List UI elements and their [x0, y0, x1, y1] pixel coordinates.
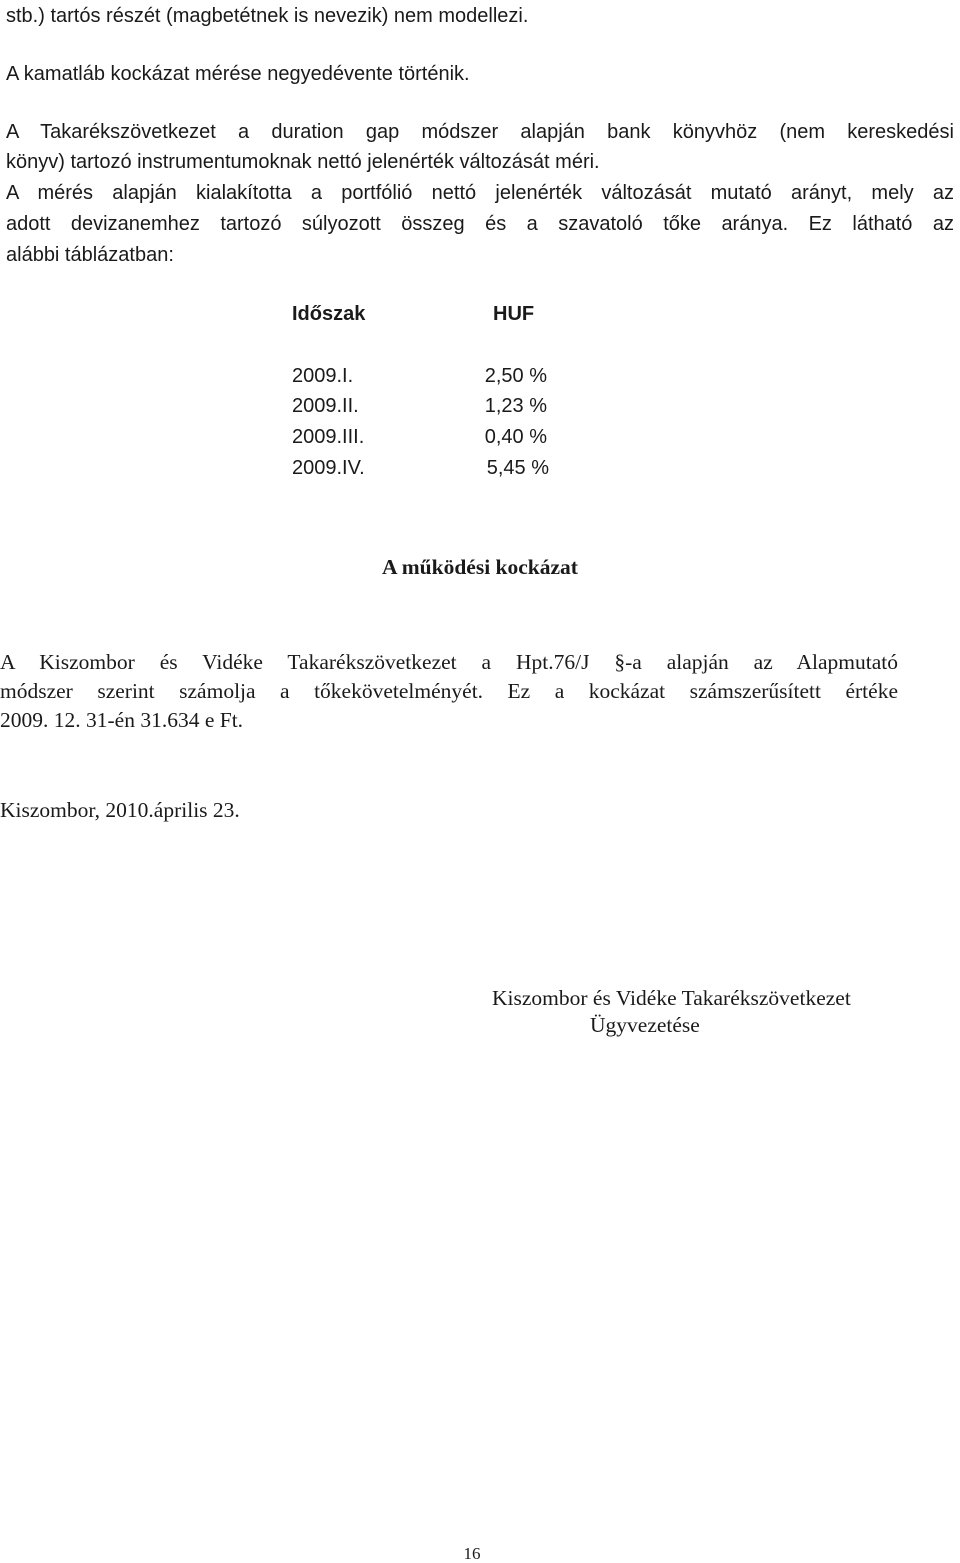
- table-cell-value: 0,40 %: [484, 426, 547, 448]
- section-heading-operational-risk: A működési kockázat: [382, 555, 578, 579]
- paragraph-duration-gap-line-5: alábbi táblázatban:: [6, 244, 174, 266]
- table-cell-period: 2009.II.: [292, 395, 359, 417]
- place-date: Kiszombor, 2010.április 23.: [0, 798, 240, 822]
- table-cell-period: 2009.I.: [292, 365, 354, 387]
- table-cell-value: 1,23 %: [484, 395, 547, 417]
- paragraph-core-deposits: stb.) tartós részét (magbetétnek is nevezik) nem modellezi.: [6, 5, 529, 27]
- signature-organization: Kiszombor és Vidéke Takarékszövetkezet: [492, 986, 851, 1010]
- table-cell-value: 5,45 %: [486, 457, 549, 479]
- paragraph-duration-gap-line-3: A mérés alapján kialakította a portfólió nettó jelenérték változását mutató arányt, mely az: [6, 182, 954, 204]
- operational-risk-line-2: módszer szerint számolja a tőkekövetelményét. Ez a kockázat számszerűsített értéke: [0, 679, 898, 703]
- signature-role: Ügyvezetése: [590, 1013, 700, 1037]
- table-cell-period: 2009.IV.: [292, 457, 365, 479]
- paragraph-duration-gap-line-2: könyv) tartozó instrumentumoknak nettó jelenérték változását méri.: [6, 151, 600, 173]
- table-cell-period: 2009.III.: [292, 426, 365, 448]
- table-header-period: Időszak: [292, 303, 366, 325]
- operational-risk-line-1: A Kiszombor és Vidéke Takarékszövetkezet a Hpt.76/J §-a alapján az Alapmutató: [0, 650, 898, 674]
- paragraph-duration-gap-line-1: A Takarékszövetkezet a duration gap módszer alapján bank könyvhöz (nem kereskedési: [6, 121, 954, 143]
- page-number: 16: [463, 1544, 481, 1563]
- table-cell-value: 2,50 %: [484, 365, 547, 387]
- paragraph-measurement-frequency: A kamatláb kockázat mérése negyedévente történik.: [6, 63, 470, 85]
- table-header-huf: HUF: [493, 303, 535, 325]
- paragraph-duration-gap-line-4: adott devizanemhez tartozó súlyozott összeg és a szavatoló tőke aránya. Ez látható az: [6, 213, 954, 235]
- operational-risk-line-3: 2009. 12. 31-én 31.634 e Ft.: [0, 708, 244, 732]
